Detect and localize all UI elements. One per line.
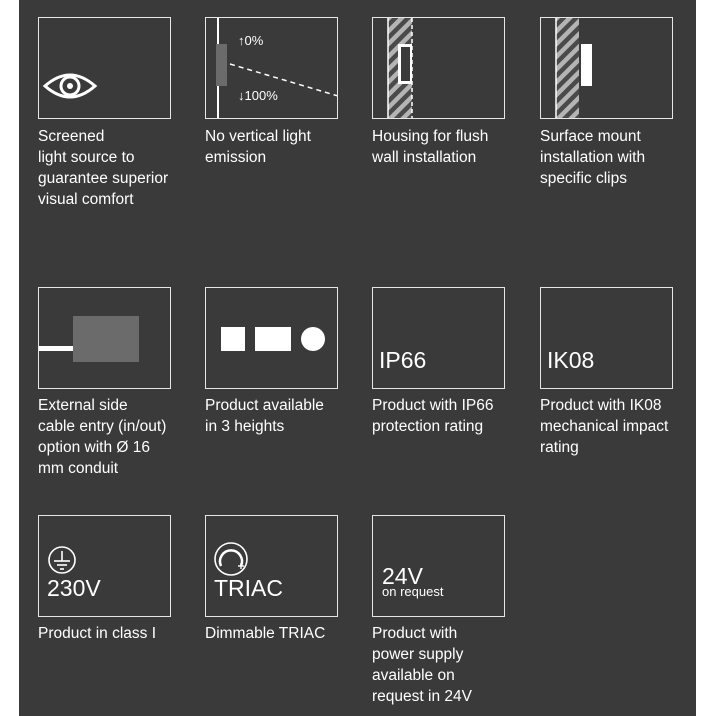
- cable-entry-tile: [38, 287, 171, 389]
- caption-heights: Product available in 3 heights: [205, 397, 324, 435]
- ip66-label: IP66: [379, 347, 427, 373]
- eye-icon: [39, 18, 171, 119]
- power-supply-tile: [372, 515, 505, 617]
- on-request-label: on request: [382, 584, 444, 599]
- class-i-tile: [38, 515, 171, 617]
- caption-power-supply: Product with power supply available on request in 24V: [372, 625, 472, 705]
- 24v-label: 24V: [382, 563, 423, 589]
- triac-tile: [205, 515, 338, 617]
- ground-icon: [39, 516, 171, 617]
- dimmer-icon: [206, 516, 338, 617]
- label-0-percent: ↑0%: [238, 33, 264, 48]
- caption-screened: Screened light source to guarantee superior visual comfort: [38, 128, 169, 208]
- caption-cable-entry: External side cable entry (in/out) option with Ø 16 mm conduit: [38, 397, 167, 477]
- surface-mount-icon: [541, 18, 673, 119]
- eye-icon-tile: [38, 17, 171, 119]
- caption-ik08: Product with IK08 mechanical impact rating: [540, 397, 669, 456]
- 230v-label: 230V: [47, 575, 101, 601]
- cable-entry-icon: [39, 288, 171, 389]
- caption-flush-wall: Housing for flush wall installation: [372, 128, 489, 166]
- light-emission-tile: [205, 17, 338, 119]
- surface-mount-tile: [540, 17, 673, 119]
- light-emission-icon: [206, 18, 338, 119]
- caption-no-vertical: No vertical light emission: [205, 128, 311, 166]
- ik-rating-tile: [540, 287, 673, 389]
- ip-rating-tile: [372, 287, 505, 389]
- caption-surface-mount: Surface mount installation with specific clips: [540, 128, 646, 187]
- flush-wall-tile: [372, 17, 505, 119]
- caption-ip66: Product with IP66 protection rating: [372, 397, 494, 435]
- ik08-label: IK08: [547, 347, 595, 373]
- heights-icon: [206, 288, 338, 389]
- caption-triac: Dimmable TRIAC: [205, 625, 326, 642]
- caption-class-i: Product in class I: [38, 625, 157, 642]
- flush-wall-icon: [373, 18, 505, 119]
- triac-label: TRIAC: [214, 575, 283, 601]
- label-100-percent: ↓100%: [238, 88, 278, 103]
- heights-tile: [205, 287, 338, 389]
